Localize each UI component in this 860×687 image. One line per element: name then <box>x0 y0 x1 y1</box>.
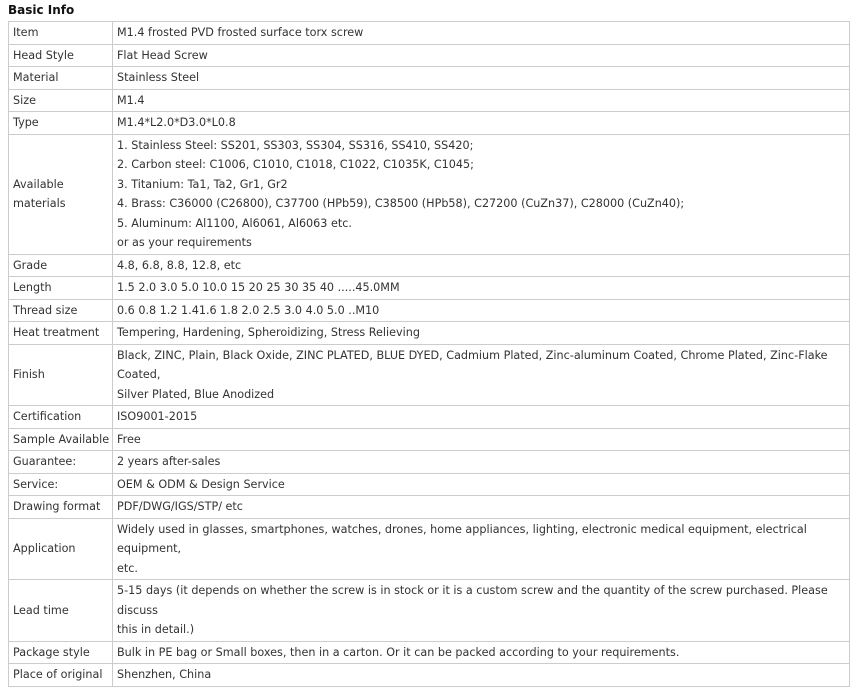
table-row <box>9 451 850 474</box>
table-row <box>9 254 850 277</box>
table-row <box>9 299 850 322</box>
table-row <box>9 428 850 451</box>
table-row <box>9 67 850 90</box>
row-value: M1.4 frosted PVD frosted surface torx screw <box>113 22 850 45</box>
row-value <box>113 134 850 254</box>
row-value: ISO9001-2015 <box>113 406 850 429</box>
table-row <box>9 44 850 67</box>
basic-info-table-body <box>9 22 850 687</box>
row-value: M1.4 <box>113 89 850 112</box>
basic-info-table <box>8 21 850 687</box>
row-value: Free <box>113 428 850 451</box>
table-row <box>9 664 850 687</box>
row-value <box>113 518 850 580</box>
section-title: Basic Info <box>8 3 75 17</box>
row-value-line: 1. Stainless Steel: SS201, SS303, SS304, SS316, SS410, SS420; <box>117 138 474 152</box>
row-label: Head Style <box>9 44 113 67</box>
table-row <box>9 277 850 300</box>
table-row <box>9 344 850 406</box>
row-value: Tempering, Hardening, Spheroidizing, Stress Relieving <box>113 322 850 345</box>
row-label: Material <box>9 67 113 90</box>
row-value-line: Black, ZINC, Plain, Black Oxide, ZINC PLATED, BLUE DYED, Cadmium Plated, Zinc-aluminum Coated, Chrome Plated, Zinc-Flake Coated, <box>117 348 828 381</box>
table-row <box>9 518 850 580</box>
row-label: Drawing format <box>9 496 113 519</box>
table-row <box>9 322 850 345</box>
table-row <box>9 473 850 496</box>
row-value <box>113 344 850 406</box>
row-value: 2 years after-sales <box>113 451 850 474</box>
row-label: Service: <box>9 473 113 496</box>
row-label: Type <box>9 112 113 135</box>
row-value <box>113 580 850 642</box>
row-label: Sample Available <box>9 428 113 451</box>
row-label: Item <box>9 22 113 45</box>
row-value: OEM & ODM & Design Service <box>113 473 850 496</box>
row-value-line: 5-15 days (it depends on whether the screw is in stock or it is a custom screw and the quantity of the screw purchased. Please discuss <box>117 584 828 617</box>
table-row <box>9 134 850 254</box>
row-value: PDF/DWG/IGS/STP/ etc <box>113 496 850 519</box>
row-label: Guarantee: <box>9 451 113 474</box>
table-row <box>9 580 850 642</box>
row-value-line: this in detail.) <box>117 623 195 636</box>
row-label: Size <box>9 89 113 112</box>
table-row <box>9 22 850 45</box>
row-value-line: 4. Brass: C36000 (C26800), C37700 (HPb59), C38500 (HPb58), C27200 (CuZn37), C28000 (CuZn40); <box>117 197 685 210</box>
row-label: Finish <box>9 344 113 406</box>
row-value: M1.4*L2.0*D3.0*L0.8 <box>113 112 850 135</box>
row-value-line: 2. Carbon steel: C1006, C1010, C1018, C1022, C1035K, C1045; <box>117 158 474 171</box>
table-row <box>9 641 850 664</box>
row-label: Lead time <box>9 580 113 642</box>
row-value: Flat Head Screw <box>113 44 850 67</box>
row-label: Package style <box>9 641 113 664</box>
row-value: 0.6 0.8 1.2 1.41.6 1.8 2.0 2.5 3.0 4.0 5.0 ..M10 <box>113 299 850 322</box>
row-label: Length <box>9 277 113 300</box>
row-value-line: Widely used in glasses, smartphones, watches, drones, home appliances, lighting, electronic medical equipment, electrical equipment, <box>117 522 807 555</box>
row-label: Available materials <box>9 134 113 254</box>
row-label: Heat treatment <box>9 322 113 345</box>
row-value: Shenzhen, China <box>113 664 850 687</box>
table-row <box>9 496 850 519</box>
row-label: Thread size <box>9 299 113 322</box>
row-value-line: or as your requirements <box>117 236 252 249</box>
row-value: Bulk in PE bag or Small boxes, then in a carton. Or it can be packed according to your requirements. <box>113 641 850 664</box>
row-value: Stainless Steel <box>113 67 850 90</box>
table-row <box>9 406 850 429</box>
row-value: 1.5 2.0 3.0 5.0 10.0 15 20 25 30 35 40 .....45.0MM <box>113 277 850 300</box>
row-value-line: 3. Titanium: Ta1, Ta2, Gr1, Gr2 <box>117 177 288 191</box>
row-label: Certification <box>9 406 113 429</box>
row-value-line: Silver Plated, Blue Anodized <box>117 387 275 401</box>
row-value-line: etc. <box>117 561 138 575</box>
row-label: Application <box>9 518 113 580</box>
row-label: Place of original <box>9 664 113 687</box>
row-value-line: 5. Aluminum: Al1100, Al6061, Al6063 etc. <box>117 216 352 230</box>
table-row <box>9 89 850 112</box>
row-label: Grade <box>9 254 113 277</box>
table-row <box>9 112 850 135</box>
row-value: 4.8, 6.8, 8.8, 12.8, etc <box>113 254 850 277</box>
